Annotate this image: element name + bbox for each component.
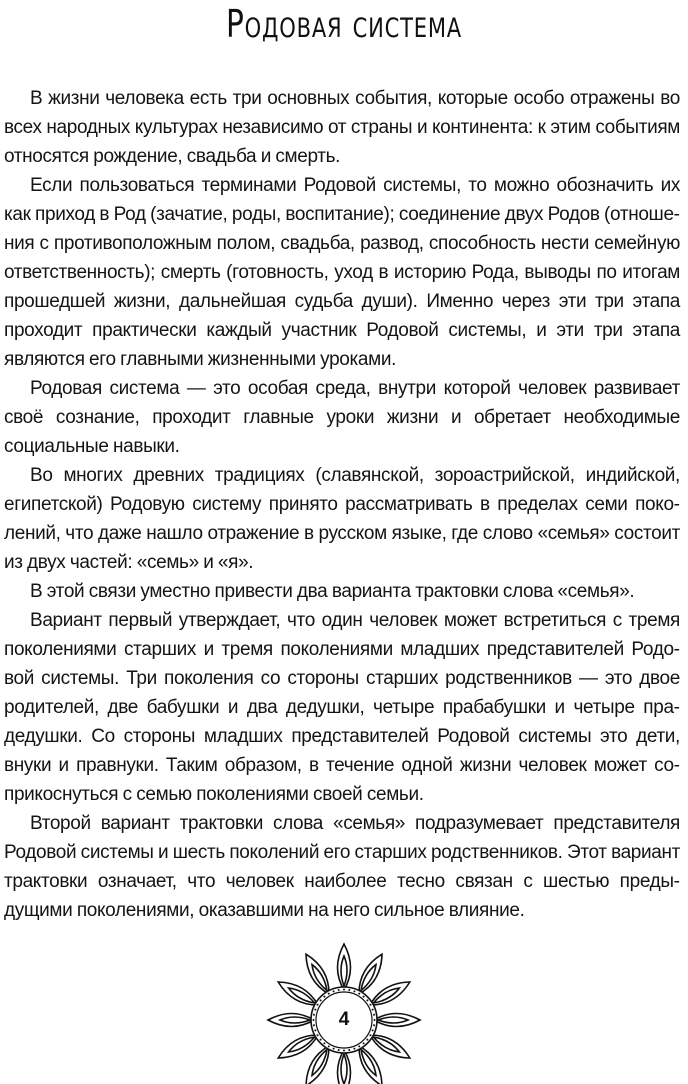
mandala-dot	[369, 1034, 371, 1036]
mandala-dot	[358, 993, 360, 995]
mandala-dot	[348, 989, 350, 991]
mandala-petal-inner	[378, 1017, 408, 1023]
mandala-petal-inner	[341, 1054, 347, 1084]
mandala-dot	[338, 989, 340, 991]
paragraph: Родовая система — это особая среда, внутри которой человек развивает своё сознание, проходит главные уроки жизни и обретает необходимые социальные навыки.	[4, 378, 680, 457]
mandala-petal-inner	[341, 956, 347, 986]
mandala-dot	[363, 1042, 365, 1044]
mandala-dot	[323, 1042, 325, 1044]
mandala-dot	[328, 1045, 330, 1047]
mandala-dot	[369, 1004, 371, 1006]
mandala-dot	[348, 1049, 350, 1051]
mandala-dot	[363, 996, 365, 998]
paragraph: Второй вариант трактовки слова «семья» подразумевает представителя Родовой системы и шесть поколений его старших родственников. Этот вариант трактовки означает, что человек наиболее тесно связан с шестью предыдущими поколениями, оказавшими на него сильное влияние.	[4, 813, 681, 921]
mandala-dot	[338, 1049, 340, 1051]
paragraph: Вариант первый утверждает, что один человек может встретиться с тремя поколениями старших и тремя поколениями младших представителей Родовой системы. Три поколения со стороны старших родственников — это двое родителей, две бабушки и два дедушки, четыре прабабушки и четыре прадедушки. Со стороны младших представителей Родовой системы это дети, внуки и правнуки. Таким образом, в течение одной жизни человек может соприкоснуться с семью поколениями своей семьи.	[4, 610, 680, 805]
page-title: Родовая система	[225, 2, 462, 46]
mandala-petal-inner	[280, 1017, 310, 1023]
mandala-dot	[343, 989, 345, 991]
mandala-dot	[353, 1048, 355, 1050]
mandala-dot	[323, 996, 325, 998]
mandala-dot	[317, 1004, 319, 1006]
paragraph: Во многих древних традициях (славянской, зороастрийской, индийской, египетской) Родовую систему принято рассматривать в пределах семи поколений, что даже нашло отражение в русском языке, где слово «семья» состоит из двух частей: «семь» и «я».	[4, 465, 680, 573]
mandala-dot	[320, 999, 322, 1001]
mandala-dot	[358, 1045, 360, 1047]
page-number: 4	[338, 1009, 350, 1030]
mandala-dot	[343, 1050, 345, 1052]
mandala-dot	[353, 990, 355, 992]
mandala-dot	[333, 1048, 335, 1050]
mandala-dot	[333, 990, 335, 992]
mandala-dot	[317, 1034, 319, 1036]
mandala-dot	[366, 999, 368, 1001]
paragraph: Если пользоваться терминами Родовой системы, то можно обозначить их как приход в Род (зачатие, роды, воспитание); соединение двух Родов (отношения с противоположным полом, свадьба, развод, способность нести семейную ответственность); смерть (готовность, уход в историю Рода, выводы по итогам прошедшей жизни, дальнейшая судьба души). Именно через эти три этапа проходит практически каждый участник Родовой системы, и эти три этапа являются его главными жизненными уроками.	[4, 175, 680, 370]
paragraph: В жизни человека есть три основных события, которые особо отражены во всех народных культурах независимо от страны и континента: к этим событиям относятся рождение, свадьба и смерть.	[4, 88, 680, 167]
mandala-dot	[366, 1039, 368, 1041]
body-text	[4, 84, 680, 925]
mandala-dot	[328, 993, 330, 995]
mandala-dot	[320, 1039, 322, 1041]
paragraph: В этой связи уместно привести два варианта трактовки слова «семья».	[30, 581, 635, 602]
